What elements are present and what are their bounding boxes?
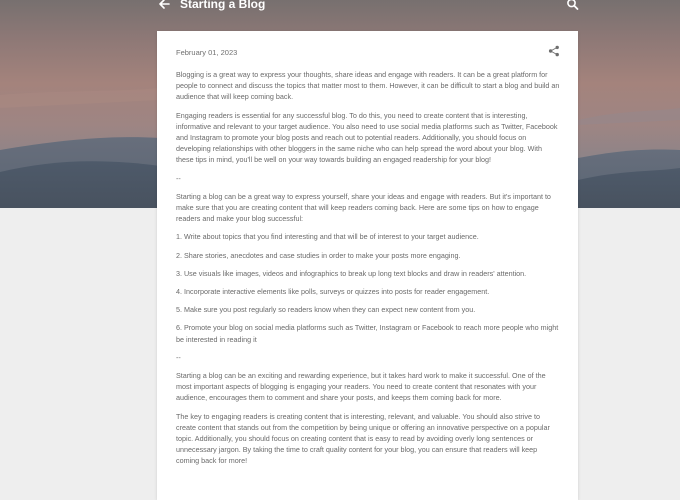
post-paragraph: Blogging is a great way to express your thoughts, share ideas and engage with readers. It can be a great platform for people to connect and discuss the topics that matter most to them. However, it can be difficult to start a blog and build an audience that will keep coming back.	[176, 70, 560, 102]
search-button[interactable]	[566, 0, 580, 11]
post-card	[157, 31, 578, 500]
list-item: 4. Incorporate interactive elements like polls, surveys or quizzes into posts for reader engagement.	[176, 287, 490, 297]
share-button[interactable]	[548, 44, 560, 56]
post-paragraph: Starting a blog can be an exciting and rewarding experience, but it takes hard work to make it successful. One of the most important aspects of blogging is engaging your readers. You need to create content that resonates with your audience, encourages them to comment and share your posts, and keeps them coming back for more.	[176, 371, 546, 403]
list-item: 5. Make sure you post regularly so readers know when they can expect new content from you.	[176, 305, 476, 315]
list-item: 1. Write about topics that you find interesting and that will be of interest to your target audience.	[176, 232, 479, 242]
list-item: 3. Use visuals like images, videos and infographics to break up long text blocks and draw in readers' attention.	[176, 268, 527, 278]
list-item: 2. Share stories, anecdotes and case studies in order to make your posts more engaging.	[176, 250, 461, 260]
arrow-left-icon	[158, 0, 170, 10]
list-item: 6. Promote your blog on social media platforms such as Twitter, Instagram or Facebook to reach more people who might be interested in reading it	[176, 323, 559, 344]
post-body	[176, 69, 561, 474]
post-paragraph: Engaging readers is essential for any successful blog. To do this, you need to create content that is interesting, informative and relevant to your target audience. You also need to use social media platforms such as Twitter, Facebook and Instagram to promote your blog posts and reach out to potential readers. Additionally, you should focus on developing relationships with other bloggers in the same niche who can help spread the word about your blog. With these tips in mind, you'll be well on your way towards building an engaged readership for your blog!	[176, 110, 558, 165]
share-icon	[548, 45, 560, 57]
separator: --	[176, 173, 181, 183]
blog-title[interactable]: Starting a Blog	[180, 0, 266, 11]
post-paragraph: Starting a blog can be a great way to express yourself, share your ideas and engage with readers. But it's important to make sure that you are creating content that will keep readers coming back. Here are some tips on how to engage readers and make your blog successful:	[176, 191, 551, 224]
top-bar	[0, 0, 680, 12]
post-paragraph: The key to engaging readers is creating content that is interesting, relevant, and valuable. You should also strive to create content that stands out from the competition by being unique or offering an innovative perspective on a popular topic. Additionally, you should focus on creating content that is easy to read by avoiding overly long sentences or unnecessary jargon. By taking the time to craft quality content for your blog, you can ensure that readers will keep coming back for more!	[176, 411, 550, 466]
search-icon	[566, 0, 580, 11]
back-button[interactable]	[156, 0, 172, 12]
post-date[interactable]: February 01, 2023	[176, 48, 238, 57]
separator: --	[176, 352, 181, 362]
